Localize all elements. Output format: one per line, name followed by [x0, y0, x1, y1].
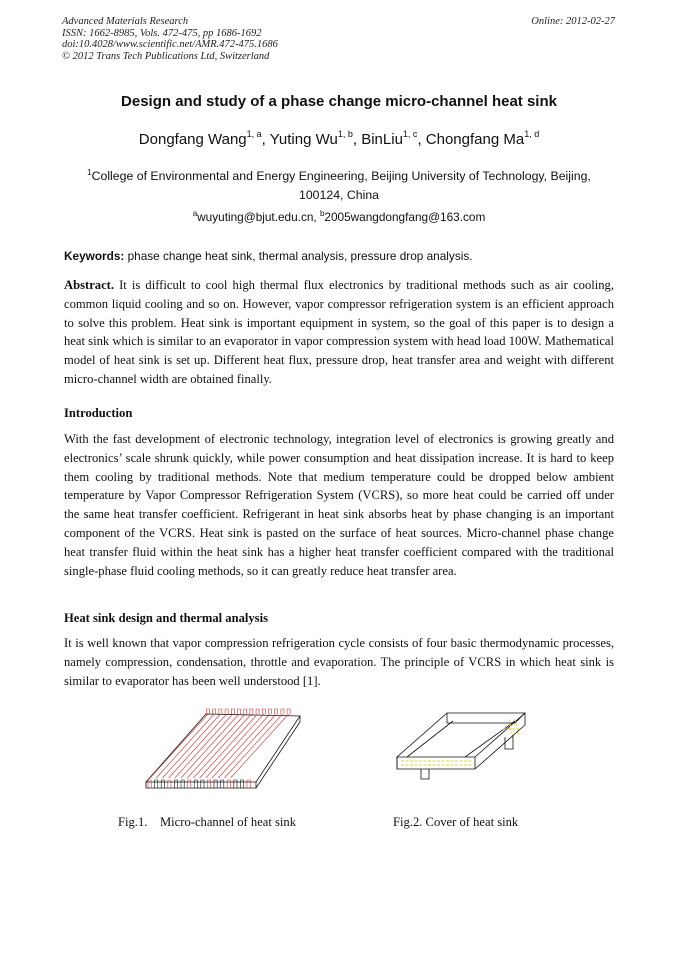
channel-outlet: [225, 709, 228, 714]
author-affil-marker: 1, d: [524, 129, 540, 139]
affiliation: [75, 167, 603, 205]
keywords-label: Keywords:: [64, 249, 125, 263]
channel-fin: [221, 780, 224, 788]
figure-1-caption: Fig.1. Micro-channel of heat sink: [118, 815, 297, 829]
channel-outlet: [244, 709, 247, 714]
channel-fin: [194, 780, 197, 788]
micro-channel-line: [224, 714, 282, 778]
micro-channel-line: [187, 714, 245, 778]
author-list: [0, 131, 678, 148]
email-b: 2005wangdongfang@163.com: [324, 210, 486, 224]
author-affil-marker: 1, b: [337, 129, 353, 139]
micro-channel-line: [175, 714, 233, 778]
channel-outlet: [219, 709, 222, 714]
email-marker-a: a: [192, 209, 198, 218]
channel-fin: [240, 780, 243, 788]
channel-fin: [161, 780, 164, 788]
channel-outlet: [256, 709, 259, 714]
author-separator: ,: [417, 131, 426, 148]
affiliation-marker: 1: [87, 168, 92, 177]
channel-fin: [234, 780, 237, 788]
channel-fin: [168, 780, 171, 788]
keywords: [64, 249, 473, 263]
channel-fin: [188, 780, 191, 788]
author-emails: [0, 210, 678, 224]
abstract-label: Abstract.: [64, 278, 115, 292]
journal-name: Advanced Materials Research: [62, 16, 189, 27]
micro-channel-line: [200, 714, 258, 778]
channel-fin: [181, 780, 184, 788]
email-marker-b: b: [319, 209, 325, 218]
author-affil-marker: 1, a: [246, 129, 262, 139]
doi-line: doi:10.4028/www.scientific.net/AMR.472-475.1686: [62, 39, 278, 50]
channel-outlet: [262, 709, 265, 714]
channel-fin: [214, 780, 217, 788]
issn-line: ISSN: 1662-8985, Vols. 472-475, pp 1686-1692: [62, 27, 262, 39]
cover-accent-lines: [401, 719, 521, 765]
micro-channel-line: [162, 714, 220, 778]
channel-outlet: [250, 709, 253, 714]
micro-channel-line: [206, 714, 264, 778]
channel-fin: [148, 780, 151, 788]
channel-outlet: [231, 709, 234, 714]
author-affil-marker: 1, c: [402, 129, 418, 139]
affiliation-text: College of Environmental and Energy Engineering, Beijing University of Technology, Beijing, 100124, China: [91, 169, 591, 202]
journal-header: [62, 16, 278, 62]
channel-fin: [207, 780, 210, 788]
channel-outlet: [238, 709, 241, 714]
online-date: Online: 2012-02-27: [531, 16, 615, 27]
keywords-text: phase change heat sink, thermal analysis, pressure drop analysis.: [124, 249, 473, 263]
introduction-paragraph: With the fast development of electronic technology, integration level of electronics is growing greatly and electronics’ scale shrunk quickly, while power consumption and heat dissipation increase. It is hard to keep them cooling by traditional methods. Note that medium temperature could be dropped below ambient temperature by Vapor Compressor Refrigeration System (VCRS), so more heat could be carried off under the same heat transfer coefficient. Refrigerant in heat sink absorbs heat by phase changing is an important component of the VCRS. Heat sink is pasted on the surface of heat sources. Micro-channel phase change heat transfer fluid within the heat sink has a higher heat transfer coefficient compared with the traditional single-phase fluid cooling methods, so it can greatly reduce heat transfer area.: [64, 432, 614, 578]
abstract-text: It is difficult to cool high thermal flux electronics by traditional methods such as air cooling, common liquid cooling and so on. However, vapor compressor refrigeration system is an efficient approach to solve this problem. Heat sink is important equipment in system, so the goal of this paper is to design a heat sink which is similar to an evaporator in vapor compression system with head load 100W. Mathematical model of heat sink is set up. Different heat flux, pressure drop, heat transfer area and weight with different micro-channel width are obtained finally.: [64, 278, 614, 386]
channel-outlet: [269, 709, 272, 714]
author-name: Yuting Wu: [269, 131, 338, 148]
author-separator: ,: [352, 131, 362, 148]
channel-fin: [155, 780, 158, 788]
channel-fin: [227, 780, 230, 788]
author-separator: ,: [261, 131, 270, 148]
section-heading-introduction: Introduction: [64, 406, 133, 420]
channel-outlet: [275, 709, 278, 714]
channel-outlet: [207, 709, 210, 714]
micro-channel-group: [150, 709, 290, 778]
section-heading-heat-sink-design: Heat sink design and thermal analysis: [64, 611, 268, 625]
copyright-line: © 2012 Trans Tech Publications Ltd, Switzerland: [62, 50, 270, 62]
micro-channel-line: [212, 714, 270, 778]
paper-title: Design and study of a phase change micro-channel heat sink: [121, 93, 557, 110]
figure-2-caption: Fig.2. Cover of heat sink: [393, 815, 519, 829]
channel-outlet: [213, 709, 216, 714]
channel-outlet: [281, 709, 284, 714]
micro-channel-figure: [138, 700, 306, 800]
micro-channel-line: [150, 714, 208, 778]
heat-sink-paragraph: It is well known that vapor compression refrigeration cycle consists of four basic thermodynamic processes, namely compression, condensation, throttle and evaporation. The principle of VCRS in which heat sink is similar to evaporator has been well understood [1].: [64, 636, 614, 688]
abstract: [64, 276, 614, 389]
channel-outlet: [287, 709, 290, 714]
micro-channel-line: [156, 714, 214, 778]
channel-fin: [201, 780, 204, 788]
micro-channel-line: [218, 714, 276, 778]
heat-sink-cover-figure: [395, 707, 531, 787]
author-name: BinLiu: [361, 131, 403, 148]
author-name: Chongfang Ma: [425, 131, 525, 148]
author-name: Dongfang Wang: [138, 131, 247, 148]
channel-fin: [174, 780, 177, 788]
channel-fins-front: [148, 780, 250, 788]
micro-channel-line: [181, 714, 239, 778]
email-a: wuyuting@bjut.edu.cn,: [197, 210, 320, 224]
channel-fin: [247, 780, 250, 788]
micro-channel-line: [193, 714, 251, 778]
